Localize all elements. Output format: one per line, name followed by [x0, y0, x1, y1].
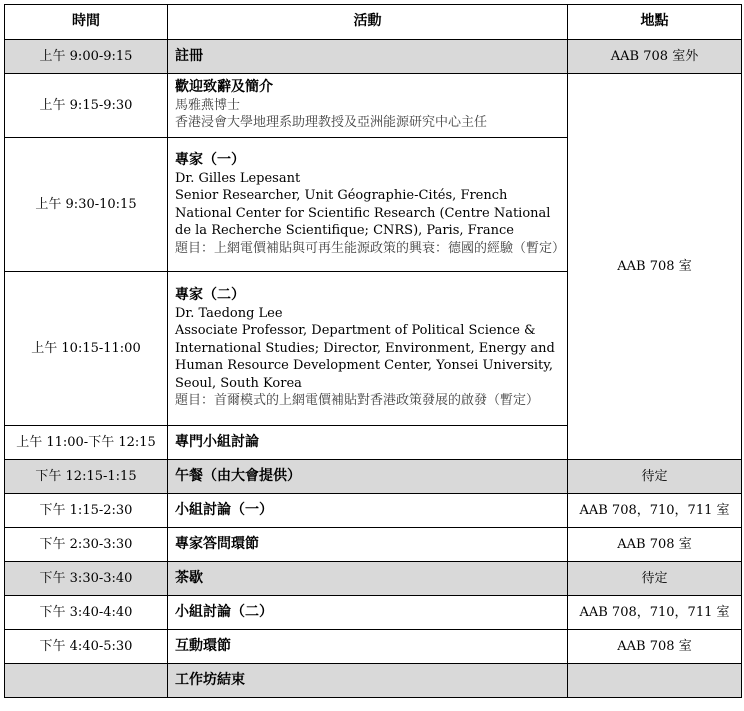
- location-cell: AAB 708 室外: [568, 40, 742, 74]
- activity-cell: [168, 426, 568, 460]
- activity-title: 歡迎致辭及簡介: [175, 79, 273, 96]
- time-cell: 下午 2:30-3:30: [5, 528, 168, 562]
- table-row: [5, 40, 742, 74]
- activity-cell: [168, 596, 568, 630]
- activity-title: 互動環節: [175, 637, 231, 654]
- activity-title: 註冊: [175, 47, 203, 64]
- location-cell: AAB 708，710，711 室: [568, 494, 742, 528]
- activity-title: 午餐（由大會提供）: [175, 467, 301, 484]
- table-row: [5, 596, 742, 630]
- time-cell: 下午 3:30-3:40: [5, 562, 168, 596]
- activity-cell: [168, 74, 568, 138]
- activity-cell: [168, 460, 568, 494]
- header-time: 時間: [5, 5, 168, 40]
- time-cell: 下午 12:15-1:15: [5, 460, 168, 494]
- activity-title: 小組討論（一）: [175, 501, 273, 518]
- talk-topic: 題目：上網電價補貼與可再生能源政策的興衰：德國的經驗（暫定）: [175, 240, 566, 256]
- activity-cell: [168, 562, 568, 596]
- activity-cell: [168, 272, 568, 426]
- time-cell: 上午 10:15-11:00: [5, 272, 168, 426]
- activity-cell: [168, 528, 568, 562]
- location-cell: AAB 708 室: [568, 528, 742, 562]
- time-cell: 下午 3:40-4:40: [5, 596, 168, 630]
- schedule-table: [4, 4, 742, 698]
- speaker-title: 香港浸會大學地理系助理教授及亞洲能源研究中心主任: [175, 115, 488, 131]
- speaker-name: Dr. Taedong Lee: [175, 305, 283, 321]
- activity-cell: [168, 40, 568, 74]
- time-cell: 下午 4:40-5:30: [5, 630, 168, 664]
- talk-topic: 題目：首爾模式的上網電價補貼對香港政策發展的啟發（暫定）: [175, 393, 540, 409]
- table-row: [5, 460, 742, 494]
- activity-title: 專家（一）: [175, 152, 245, 168]
- time-cell: 上午 9:30-10:15: [5, 138, 168, 272]
- table-row: [5, 562, 742, 596]
- location-cell: AAB 708，710，711 室: [568, 596, 742, 630]
- activity-cell: [168, 630, 568, 664]
- merged-location-cell: AAB 708 室: [568, 74, 742, 460]
- table-row: [5, 664, 742, 698]
- speaker-affiliation: Senior Researcher, Unit Géographie-Cités, French National Center for Scientific Research (Centre National de la Recherche Scientifique; CNRS), Paris, France: [175, 188, 551, 238]
- table-row: [5, 74, 742, 138]
- activity-title: 專家（二）: [175, 287, 245, 304]
- time-cell: 上午 11:00-下午 12:15: [5, 426, 168, 460]
- activity-title: 工作坊結束: [175, 671, 245, 688]
- table-row: [5, 630, 742, 664]
- time-cell: 上午 9:00-9:15: [5, 40, 168, 74]
- activity-title: 茶歇: [175, 569, 203, 586]
- location-cell: 待定: [568, 562, 742, 596]
- table-row: [5, 494, 742, 528]
- activity-cell: [168, 494, 568, 528]
- time-cell: 下午 1:15-2:30: [5, 494, 168, 528]
- time-cell: [5, 664, 168, 698]
- activity-title: 專家答問環節: [175, 535, 259, 552]
- location-cell: 待定: [568, 460, 742, 494]
- speaker-name: Dr. Gilles Lepesant: [175, 170, 301, 186]
- activity-title: 小組討論（二）: [175, 603, 273, 620]
- location-cell: AAB 708 室: [568, 630, 742, 664]
- speaker-affiliation: Associate Professor, Department of Political Science & International Studies; Director, Environment, Energy and Human Resource Development Center, Yonsei University, Seoul, South Korea: [175, 323, 555, 391]
- header-location: 地點: [568, 5, 742, 40]
- location-cell: [568, 664, 742, 698]
- activity-cell: [168, 664, 568, 698]
- speaker-name: 馬雅燕博士: [175, 97, 241, 113]
- table-row: [5, 528, 742, 562]
- activity-title: 專門小組討論: [175, 433, 259, 450]
- header-activity: 活動: [168, 5, 568, 40]
- time-cell: 上午 9:15-9:30: [5, 74, 168, 138]
- activity-cell: [168, 138, 568, 272]
- header-row: [5, 5, 742, 40]
